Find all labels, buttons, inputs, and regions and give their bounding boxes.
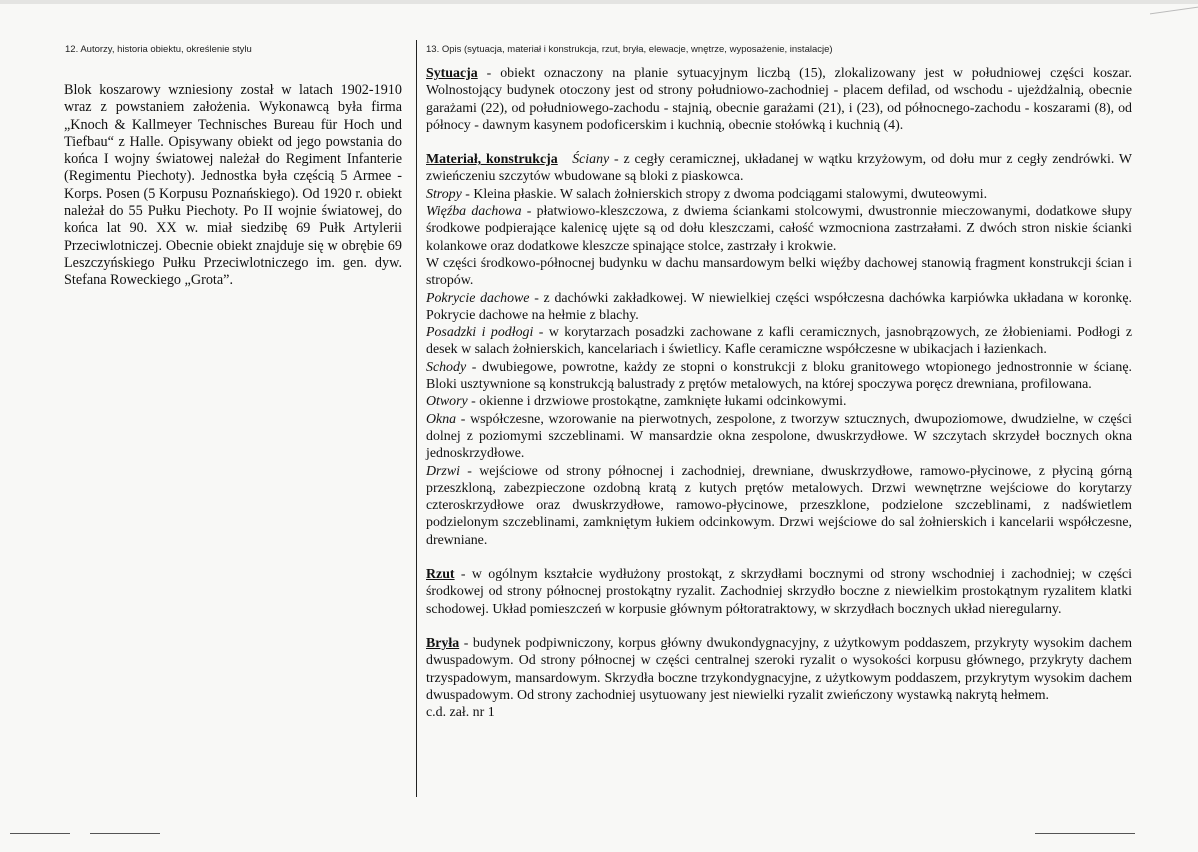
drzwi-paragraph: Drzwi - wejściowe od strony północnej i zachodniej, drewniane, dwuskrzydłowe, ramowo-płycinowe, z płyciną górną przeszkloną, zabezpieczone ozdobną kratą z kutych prętów metalowych. Drzwi wewnętrzne wejściowe do korytarzy czteroskrzydłowe oraz dwuskrzydłowe, ramowo-płycinowe, przeszklone, podzielone szczeblinami, z nadświetlem podzielonym szczeblinami, zamkniętym łukiem odcinkowym. Drzwi wejściowe do sal żołnierskich i kancelarii współczesne, drewniane. [426,463,1132,548]
bryla-paragraph: Bryła - budynek podpiwniczony, korpus główny dwukondygnacyjny, z użytkowym poddaszem, przykryty wysokim dachem dwuspadowym. Od strony północnej w części centralnej szeroki ryzalit o wysokości korpusu głównego, przykryty dachem trzyspadowym, mansardowym. Skrzydła boczne trzykondygnacyjne, z użytkowym poddaszem, przykrytym wysokim dachem dwuspadowym. Od strony zachodniej usytuowany jest niewielki ryzalit zwieńczony wystawką nakrytą hełmem. [426,635,1132,703]
rzut-paragraph: Rzut - w ogólnym kształcie wydłużony prostokąt, z skrzydłami bocznymi od strony wschodniej i zachodniej; w części środkowej od strony północnej prostokątny ryzalit. Zachodniej skrzydło boczne z niewielkim prostokątnym ryzalitem klatki schodowej. Układ pomieszczeń w korpusie głównym półtoratraktowy, w skrzydłach bocznych układ nieregularny. [426,567,1132,617]
left-column-heading: 12. Autorzy, historia obiektu, określenie stylu [65,44,252,55]
rzut-heading: Rzut [426,567,455,583]
scan-edge [0,0,1198,4]
scan-line [10,833,70,834]
schody-paragraph: Schody - dwubiegowe, powrotne, każdy ze stopni o konstrukcji z bloku granitowego wtopionego jednostronnie w ścianę. Bloki usztywnione są konstrukcją balustrady z prętów metalowych, na której spoczywa poręcz drewniana, profilowana. [426,359,1132,393]
otwory-paragraph: Otwory - okienne i drzwiowe prostokątne, zamknięte łukami odcinkowymi. [426,394,847,410]
history-paragraph: Blok koszarowy wzniesiony został w latach 1902-1910 wraz z powstaniem założenia. Wykonawcą była firma „Knoch & Kallmeyer Technisches Bureau für Hoch und Tiefbau“ z Halle. Opisywany obiekt od jego powstania do końca I wojny światowej należał do Regiment Infanterie (Regimentu Piechoty). Jednostka była częścią 5 Armee - Korps. Posen (5 Korpusu Poznańskiego). Od 1920 r. obiekt należał do 55 Pułku Piechoty. Po II wojnie światowej, do końca lat 90. XX w. miał siedzibę 69 Pułk Artylerii Przeciwlotniczej. Obecnie obiekt znajduje się w obrębie 69 Leszczyńskiego Pułku Przeciwlotniczego im. gen. dyw. Stefana Roweckiego „Grota”. [64,82,402,289]
continuation-note: c.d. zał. nr 1 [426,705,495,721]
wiezba-paragraph-2: W części środkowo-północnej budynku w dachu mansardowym belki więźby dachowej stanowią fragment konstrukcji ścian i stropów. [426,255,1132,289]
bryla-heading: Bryła [426,635,460,651]
material-paragraph: Materiał, konstrukcja Ściany - z cegły ceramicznej, układanej w wątku krzyżowym, od dołu mur z cegły zendrówki. W zwieńczeniu szczytów wbudowane są bloki z piaskowca. [426,152,1132,185]
material-heading: Materiał, konstrukcja [426,152,558,168]
sytuacja-paragraph: Sytuacja - obiekt oznaczony na planie sytuacyjnym liczbą (15), zlokalizowany jest w południowej części koszar. Wolnostojący budynek otoczony jest od strony południowo-zachodniej - placem defilad, od wschodu - ujeżdżalnią, obecnie garażami (22), od południowego-zachodu - stajnią, obecnie garażami (21), i (23), od północnego-zachodu - koszarami (8), od północy - dawnym kasynem podoficerskim i kuchnią, obecnie stołówką i kuchnią (4). [426,66,1132,133]
column-divider [416,40,417,797]
sytuacja-heading: Sytuacja [426,66,478,81]
okna-paragraph: Okna - współczesne, wzorowanie na pierwotnych, zespolone, z tworzyw sztucznych, dwupoziomowe, dwudzielne, w części dolnej z poziomymi szczeblinami. W mansardzie okna zespolone, dwuskrzydłowe. W szczytach skrzydeł bocznych okna jednoskrzydłowe. [426,411,1132,462]
scan-line [1035,833,1135,834]
description-section [426,65,1132,721]
pokrycie-paragraph: Pokrycie dachowe - z dachówki zakładkowej. W niewielkiej części współczesna dachówka karpiówka układana w koronkę. Pokrycie dachowe na hełmie z blachy. [426,290,1132,323]
scan-artifact [1150,0,1198,14]
right-column-heading: 13. Opis (sytuacja, materiał i konstrukcja, rzut, bryła, elewacje, wnętrze, wyposażenie, instalacje) [426,44,833,55]
wiezba-paragraph: Więźba dachowa - płatwiowo-kleszczowa, z dwiema ściankami stolcowymi, dwustronnie mieczowanymi, dodatkowe słupy środkowe podpierające kalenicę ujęte są od dołu kleszczami, całość wzmocniona zastrzałami. Z dwóch stron niskie ścianki kolankowe oraz dodatkowe kleszcze spinające stolce, zastrzały i krokwie. [426,204,1132,254]
posadzki-paragraph: Posadzki i podłogi - w korytarzach posadzki zachowane z kafli ceramicznych, jasnobrązowych, ze żłobieniami. Podłogi z desek w salach żołnierskich, kancelariach i świetlicy. Kafle ceramiczne współczesne w ubikacjach i łazienkach. [426,325,1132,358]
scan-line [90,833,160,834]
stropy-paragraph: Stropy - Kleina płaskie. W salach żołnierskich stropy z dwoma podciągami stalowymi, dwuteowymi. [426,186,988,202]
